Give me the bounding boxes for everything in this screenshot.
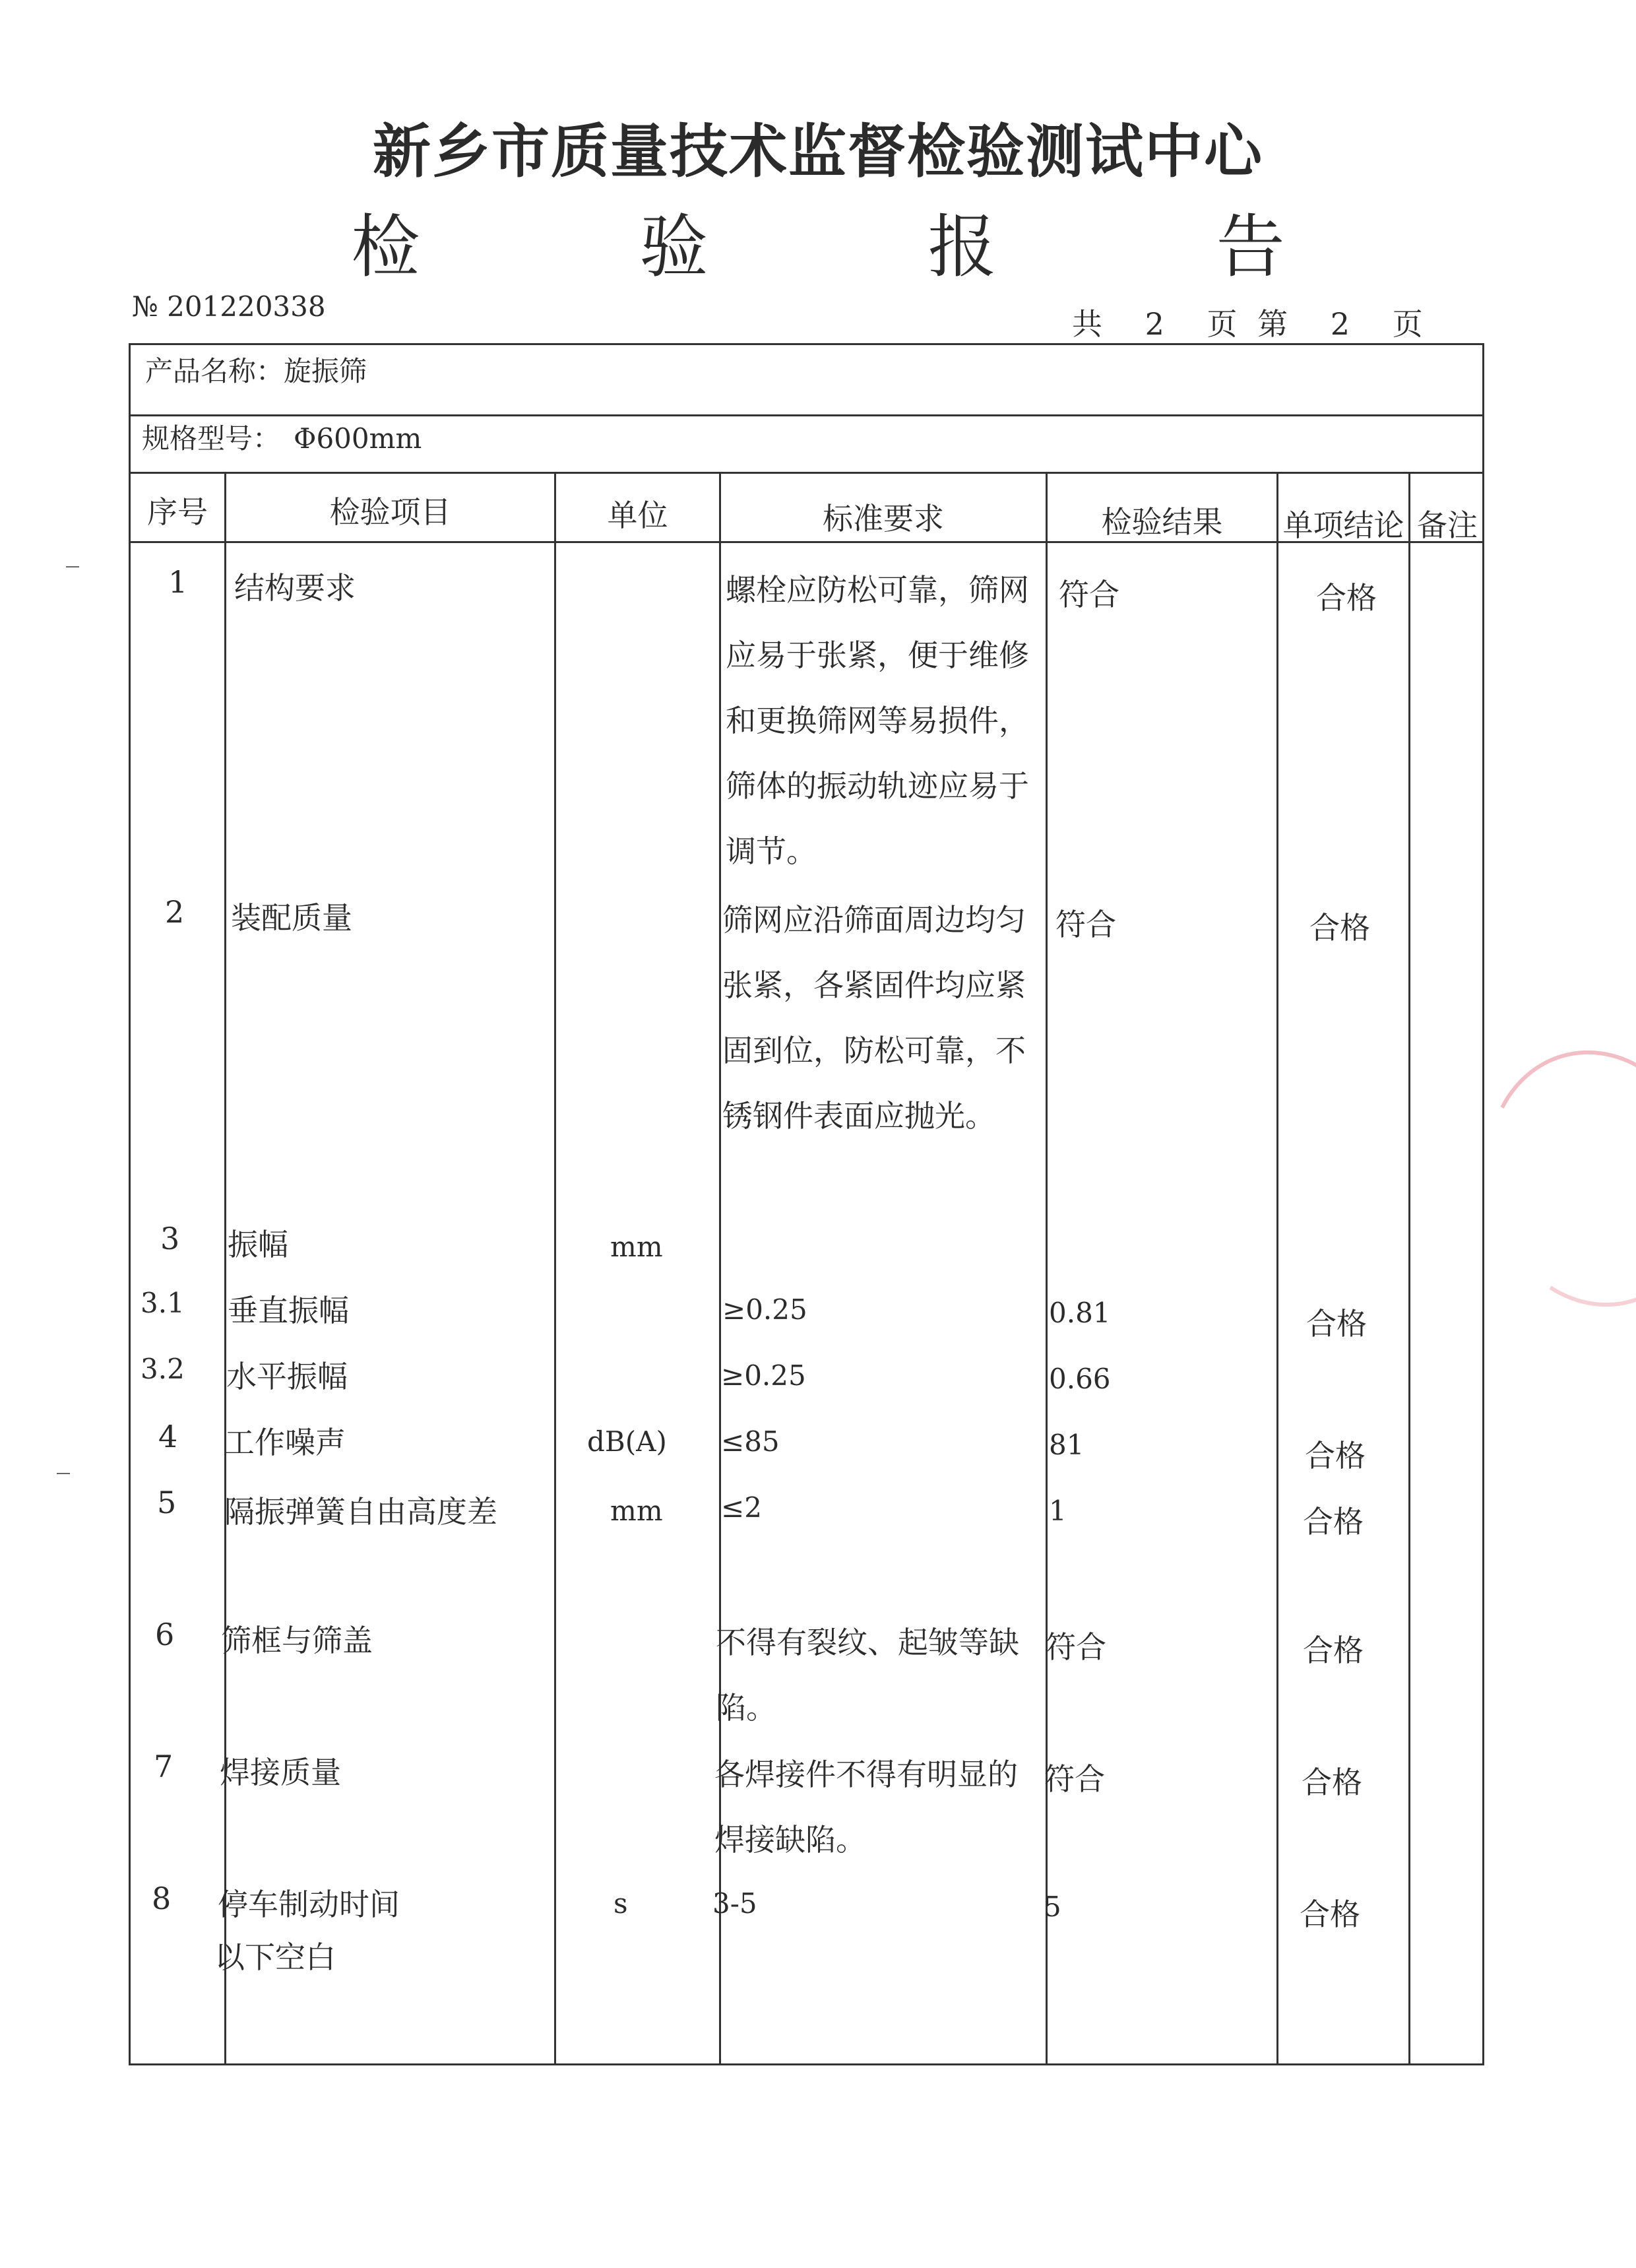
row-4-result: 81 (1049, 1429, 1085, 1461)
row-7-no: 7 (154, 1749, 173, 1784)
margin-mark (66, 566, 79, 567)
rule-after-spec (129, 472, 1484, 474)
col-header-no: 序号 (147, 494, 208, 530)
row-4-no: 4 (158, 1419, 178, 1454)
row-5-conclusion: 合格 (1303, 1504, 1364, 1539)
col-rule-req (1046, 472, 1048, 2065)
page-info (1072, 300, 1445, 344)
page-current: 2 (1330, 306, 1350, 342)
col-header-remark: 备注 (1417, 507, 1478, 543)
row-2-item: 装配质量 (231, 900, 352, 936)
rule-after-name (129, 414, 1484, 416)
col-rule-no (224, 472, 226, 2065)
end-note: 以下空白 (214, 1939, 336, 1975)
product-spec-value: Φ600mm (294, 422, 422, 455)
row-1-result: 符合 (1059, 577, 1119, 612)
row-2-requirement: 筛网应沿筛面周边均匀张紧，各紧固件均应紧固到位，防松可靠，不锈钢件表面应抛光。 (722, 902, 1026, 1134)
row-8-no: 8 (152, 1881, 172, 1916)
row-1-no: 1 (168, 564, 188, 600)
page-current-label: 页 第 (1207, 306, 1288, 342)
official-seal (1458, 1025, 1636, 1332)
row-1-item: 结构要求 (234, 570, 356, 606)
row-4-unit: dB(A) (587, 1425, 667, 1458)
row-5-result: 1 (1049, 1495, 1067, 1527)
col-header-conclusion: 单项结论 (1282, 507, 1404, 543)
row-7-conclusion: 合格 (1302, 1765, 1362, 1800)
report-number: № 201220338 (132, 290, 326, 323)
col-rule-result (1276, 472, 1278, 2065)
row-3-1-conclusion: 合格 (1306, 1306, 1367, 1342)
page-suffix: 页 (1392, 306, 1423, 342)
row-1-requirement: 螺栓应防松可靠，筛网应易于张紧，便于维修和更换筛网等易损件，筛体的振动轨迹应易于调节。 (726, 572, 1029, 869)
col-header-item: 检验项目 (329, 494, 451, 530)
row-2-conclusion: 合格 (1309, 910, 1370, 946)
row-3-1-item: 垂直振幅 (228, 1293, 349, 1328)
row-4-item: 工作噪声 (224, 1425, 346, 1460)
row-5-no: 5 (157, 1485, 177, 1520)
row-8-unit: s (614, 1887, 628, 1920)
row-7-item: 焊接质量 (220, 1755, 341, 1790)
row-8-item: 停车制动时间 (218, 1887, 400, 1922)
product-name-value: 旋振筛 (284, 355, 367, 387)
row-6-conclusion: 合格 (1303, 1633, 1364, 1668)
row-3-unit: mm (610, 1231, 663, 1263)
row-5-requirement: ≤2 (721, 1491, 762, 1524)
row-8-conclusion: 合格 (1300, 1896, 1360, 1932)
product-name-field (145, 350, 367, 389)
row-3-item: 振幅 (228, 1227, 288, 1262)
row-8-requirement: 3-5 (712, 1887, 757, 1920)
row-3-no: 3 (160, 1221, 180, 1256)
product-name-label: 产品名称： (145, 355, 284, 387)
row-3-1-requirement: ≥0.25 (722, 1293, 807, 1326)
page-total: 2 (1145, 306, 1164, 342)
row-3-2-result: 0.66 (1049, 1363, 1111, 1395)
row-8-result: 5 (1044, 1891, 1061, 1923)
row-3-2-item: 水平振幅 (226, 1359, 348, 1394)
row-2-no: 2 (165, 894, 185, 930)
row-2-result: 符合 (1055, 907, 1116, 942)
row-6-requirement: 不得有裂纹、起皱等缺陷。 (716, 1625, 1019, 1726)
row-1-conclusion: 合格 (1316, 580, 1377, 616)
margin-mark (57, 1473, 70, 1474)
row-6-item: 筛框与筛盖 (221, 1623, 373, 1658)
page-total-label: 共 (1072, 306, 1102, 342)
document-title: 检 验 报 告 (351, 207, 1384, 287)
row-7-result: 符合 (1044, 1761, 1105, 1797)
row-5-item: 隔振弹簧自由高度差 (224, 1494, 497, 1530)
row-5-unit: mm (610, 1495, 663, 1527)
col-rule-conclusion (1408, 472, 1410, 2065)
col-header-result: 检验结果 (1101, 504, 1223, 540)
col-rule-item (554, 472, 556, 2065)
row-3-2-requirement: ≥0.25 (721, 1359, 806, 1392)
row-3-1-result: 0.81 (1049, 1297, 1111, 1329)
row-3-1-no: 3.1 (141, 1287, 185, 1319)
row-4-conclusion: 合格 (1305, 1438, 1366, 1474)
row-3-2-no: 3.2 (141, 1353, 185, 1385)
row-7-requirement: 各焊接件不得有明显的焊接缺陷。 (714, 1757, 1018, 1858)
row-6-no: 6 (155, 1617, 175, 1652)
product-spec-field (142, 417, 422, 457)
row-6-result: 符合 (1046, 1629, 1106, 1665)
col-header-unit: 单位 (607, 498, 668, 533)
product-spec-label: 规格型号： (142, 422, 281, 455)
organization-title: 新乡市质量技术监督检验测试中心 (372, 117, 1263, 185)
col-header-requirement: 标准要求 (823, 501, 944, 536)
row-4-requirement: ≤85 (721, 1425, 780, 1458)
